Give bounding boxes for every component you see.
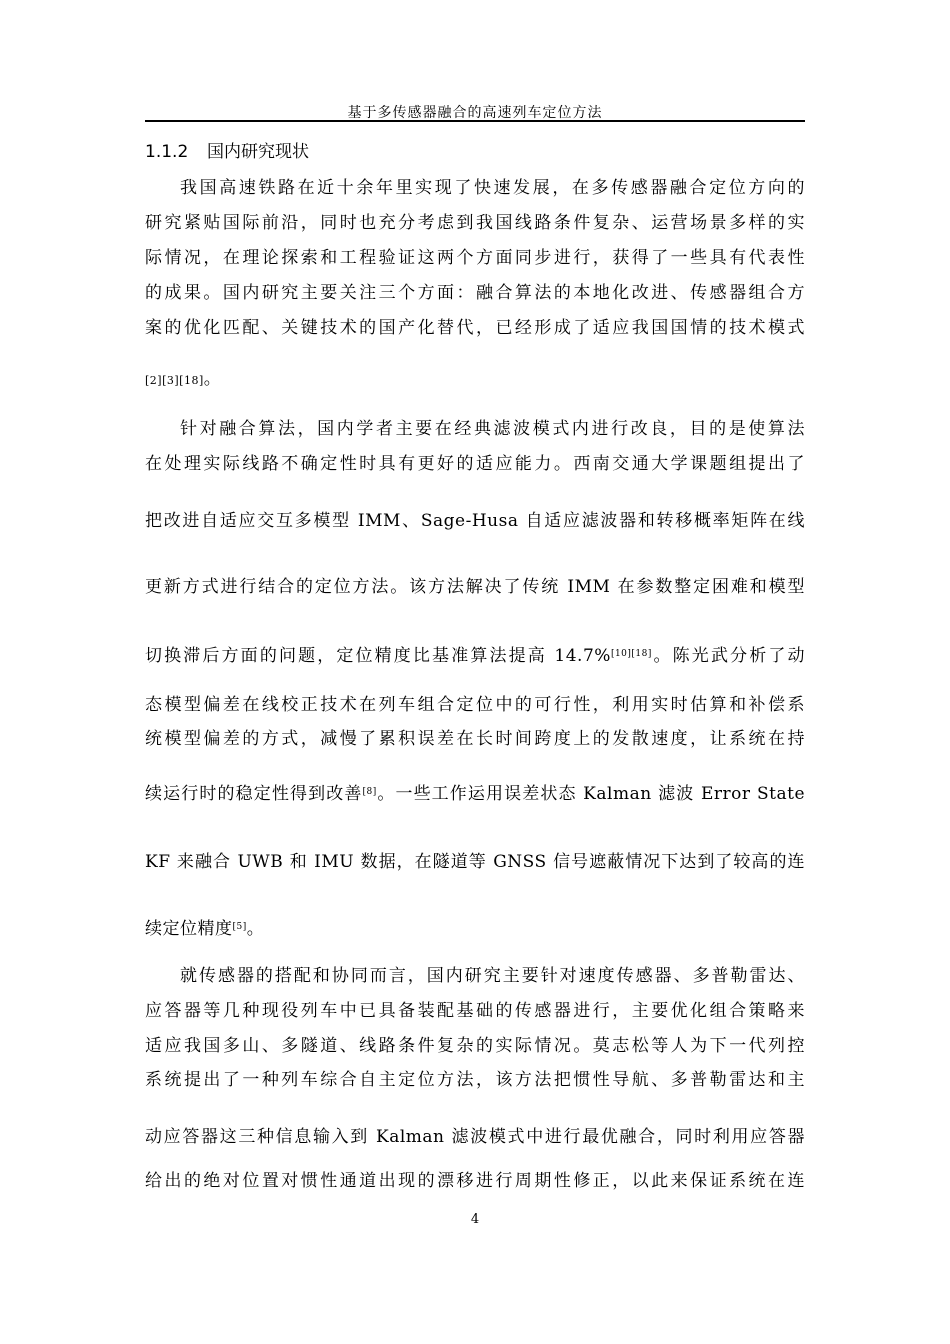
citation-refs: [10][18] [610, 649, 652, 659]
paragraph-line [145, 918, 805, 940]
citation-refs: [2][3][18] [145, 374, 204, 387]
paragraph-line: 的成果。国内研究主要关注三个方面：融合算法的本地化改进、传感器组合方 [145, 283, 805, 303]
paragraph-line: 把改进自适应交互多模型 IMM、Sage-Husa 自适应滤波器和转移概率矩阵在线 [145, 511, 805, 531]
page-number: 4 [470, 1212, 480, 1227]
paragraph-line: 研究紧贴国际前沿，同时也充分考虑到我国线路条件复杂、运营场景多样的实 [145, 213, 805, 233]
paragraph-line: 更新方式进行结合的定位方法。该方法解决了传统 IMM 在参数整定困难和模型 [145, 577, 805, 597]
section-title: 国内研究现状 [207, 142, 309, 162]
paragraph-line: 给出的绝对位置对惯性通道出现的漂移进行周期性修正，以此来保证系统在连 [145, 1171, 805, 1191]
paragraph-line [145, 645, 805, 667]
paragraph-line: 系统提出了一种列车综合自主定位方法，该方法把惯性导航、多普勒雷达和主 [145, 1070, 805, 1090]
paragraph-line: 案的优化匹配、关键技术的国产化替代，已经形成了适应我国国情的技术模式 [145, 318, 805, 338]
paragraph-line: KF 来融合 UWB 和 IMU 数据，在隧道等 GNSS 信号遮蔽情况下达到了较高的连 [145, 852, 805, 872]
paragraph-line: 我国高速铁路在近十余年里实现了快速发展，在多传感器融合定位方向的 [180, 178, 805, 198]
header-rule [145, 120, 805, 122]
paragraph-line: 在处理实际线路不确定性时具有更好的适应能力。西南交通大学课题组提出了 [145, 454, 805, 474]
paragraph-line: 统模型偏差的方式，减慢了累积误差在长时间跨度上的发散速度，让系统在持 [145, 729, 805, 749]
running-header: 基于多传感器融合的高速列车定位方法 [347, 105, 603, 121]
text-run: 。一些工作运用误差状态 Kalman 滤波 Error State [376, 784, 805, 804]
paragraph-line [145, 783, 805, 805]
citation-refs: [5] [232, 922, 247, 932]
paragraph-line: 动应答器这三种信息输入到 Kalman 滤波模式中进行最优融合，同时利用应答器 [145, 1127, 805, 1147]
paragraph-line: 就传感器的搭配和协同而言，国内研究主要针对速度传感器、多普勒雷达、 [180, 966, 805, 986]
section-heading [145, 141, 309, 163]
citation-refs: [8] [362, 787, 377, 797]
paragraph-line: 际情况，在理论探索和工程验证这两个方面同步进行，获得了一些具有代表性 [145, 248, 805, 268]
text-run: 。陈光武分析了动 [651, 646, 805, 666]
paragraph-line: 态模型偏差在线校正技术在列车组合定位中的可行性，利用实时估算和补偿系 [145, 695, 805, 715]
text-run: 续定位精度 [145, 919, 233, 939]
text-run: 续运行时的稳定性得到改善 [145, 784, 363, 804]
text-run: 。 [246, 919, 265, 939]
paragraph-line: 针对融合算法，国内学者主要在经典滤波模式内进行改良，目的是使算法 [180, 419, 805, 439]
paragraph-line: 应答器等几种现役列车中已具备装配基础的传感器进行，主要优化组合策略来 [145, 1001, 805, 1021]
section-number: 1.1.2 [145, 142, 189, 162]
citation-line [145, 368, 805, 392]
text-run: 切换滞后方面的问题，定位精度比基准算法提高 14.7% [145, 646, 611, 666]
paragraph-line: 适应我国多山、多隧道、线路条件复杂的实际情况。莫志松等人为下一代列控 [145, 1036, 805, 1056]
sentence-end: 。 [203, 369, 222, 389]
